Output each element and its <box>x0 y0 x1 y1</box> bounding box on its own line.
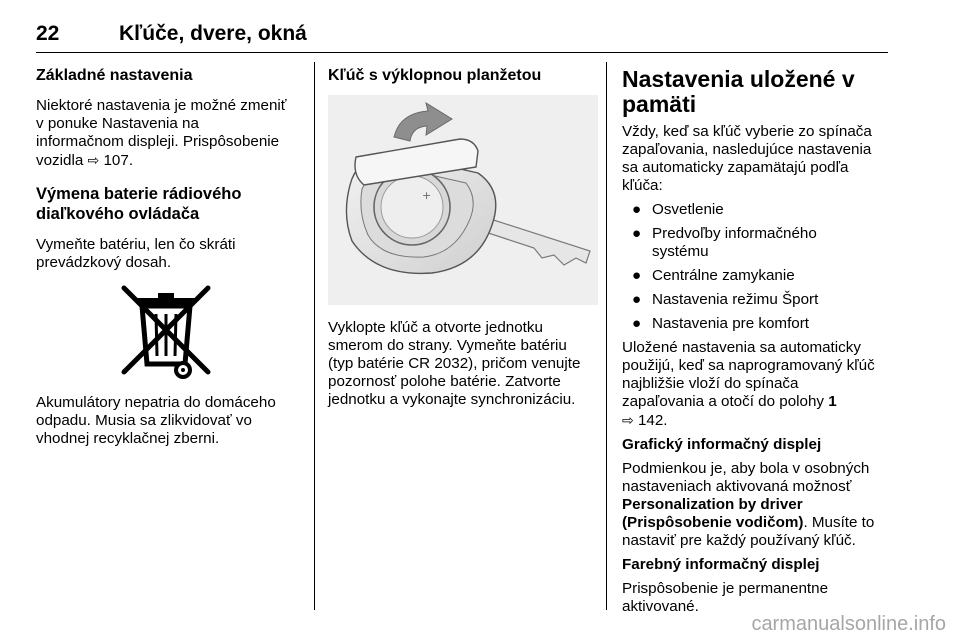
column-middle <box>328 62 598 409</box>
basic-settings-text <box>36 97 306 170</box>
usage-text <box>622 339 890 430</box>
page-reference-arrow-icon: ⇨ <box>87 152 100 168</box>
list-item-text: systému <box>652 243 709 260</box>
menu-option-name: Personalization by driver <box>622 496 803 513</box>
page-reference-link[interactable]: 107. <box>103 152 134 169</box>
text-line: zapaľovania a otočí do polohy <box>622 393 825 410</box>
watermark: carmanualsonline.info <box>751 613 946 635</box>
disposal-text <box>36 394 306 448</box>
text-line: nastaveniach aktivovaná možnosť <box>622 478 852 495</box>
text-line: (typ batérie CR 2032), pričom venujte <box>328 355 581 372</box>
list-item <box>622 315 890 333</box>
text-line: informačnom displeji. Prispôsobenie <box>36 133 280 150</box>
text-line: vozidla <box>36 152 84 169</box>
list-item-text: Nastavenia pre komfort <box>652 315 810 332</box>
column-left <box>36 62 306 448</box>
memory-settings-heading <box>622 67 890 117</box>
text-line: . Musíte to <box>803 514 875 531</box>
text-line: Podmienkou je, aby bola v osobných <box>622 460 870 477</box>
text-line: Vždy, keď sa kľúč vyberie zo spínača <box>622 123 872 140</box>
text-line: smerom do strany. Vymeňte batériu <box>328 337 567 354</box>
list-item <box>622 201 890 219</box>
bullet-icon: ● <box>632 267 642 284</box>
list-item-text: Osvetlenie <box>652 201 724 218</box>
text-line: aktivované. <box>622 598 699 615</box>
list-item <box>622 267 890 285</box>
text-line: jednotku a vykonajte synchronizáciu. <box>328 391 576 408</box>
column-divider-2 <box>606 62 607 610</box>
chapter-title: Kľúče, dvere, okná <box>119 22 307 45</box>
text-line: Uložené nastavenia sa automaticky <box>622 339 861 356</box>
bullet-icon: ● <box>632 291 642 308</box>
text-line: Akumulátory nepatria do domáceho <box>36 394 276 411</box>
heading-line: pamäti <box>622 91 697 117</box>
battery-replacement-heading <box>36 184 306 224</box>
list-item-text: Nastavenia režimu Šport <box>652 291 819 308</box>
text-line: odpadu. Musia sa zlikvidovať vo <box>36 412 252 429</box>
text-line: Vyklopte kľúč a otvorte jednotku <box>328 319 543 336</box>
text-line: Vymeňte batériu, len čo skráti <box>36 236 236 253</box>
color-display-heading: Farebný informačný displej <box>622 556 820 573</box>
text-line: sa automaticky zapamätajú podľa <box>622 159 849 176</box>
text-line: nastaviť pre každý používaný kľúč. <box>622 532 856 549</box>
bullet-icon: ● <box>632 201 642 218</box>
graphic-display-text <box>622 460 890 550</box>
text-line: zapaľovania, nasledujúce nastavenia <box>622 141 872 158</box>
page-header <box>36 22 888 53</box>
bullet-icon: ● <box>632 315 642 332</box>
heading-line: diaľkového ovládača <box>36 205 200 223</box>
flip-key-text <box>328 319 598 409</box>
text-line: Niektoré nastavenia je možné zmeniť <box>36 97 287 114</box>
heading-line: Výmena baterie rádiového <box>36 185 242 203</box>
memory-intro-text <box>622 123 890 195</box>
text-line: v ponuke Nastavenia na <box>36 115 199 132</box>
text-line: prevádzkový dosah. <box>36 254 172 271</box>
text-line: Prispôsobenie je permanentne <box>622 580 829 597</box>
column-right <box>622 62 890 616</box>
list-item <box>622 291 890 309</box>
list-item <box>622 225 890 261</box>
color-display-text <box>622 580 890 616</box>
page-reference-arrow-icon: ⇨ <box>622 412 634 428</box>
flip-key-heading: Kľúč s výklopnou planžetou <box>328 67 542 84</box>
list-item-text: Predvoľby informačného <box>652 225 817 242</box>
list-item-text: Centrálne zamykanie <box>652 267 795 284</box>
crossed-out-wheelie-bin-icon <box>36 282 306 382</box>
page-reference-link[interactable]: 142. <box>637 412 668 429</box>
battery-replacement-text <box>36 236 306 272</box>
menu-option-name: (Prispôsobenie vodičom) <box>622 514 804 531</box>
basic-settings-heading: Základné nastavenia <box>36 67 193 84</box>
column-divider-1 <box>314 62 315 610</box>
graphic-display-heading: Grafický informačný displej <box>622 436 822 453</box>
text-line: použijú, keď sa naprogramovaný kľúč <box>622 357 875 374</box>
page-number: 22 <box>36 22 60 45</box>
ignition-position: 1 <box>828 393 837 410</box>
text-line: vhodnej recyklačnej zberni. <box>36 430 220 447</box>
svg-text:+: + <box>422 189 432 202</box>
text-line: pozornosť polohe batérie. Zatvorte <box>328 373 561 390</box>
bullet-icon: ● <box>632 225 642 242</box>
heading-line: Nastavenia uložené v <box>622 66 855 92</box>
text-line: najbližšie vloží do spínača <box>622 375 799 392</box>
memorized-settings-list <box>622 201 890 333</box>
flip-key-battery-illustration <box>328 95 598 305</box>
text-line: kľúča: <box>622 177 663 194</box>
